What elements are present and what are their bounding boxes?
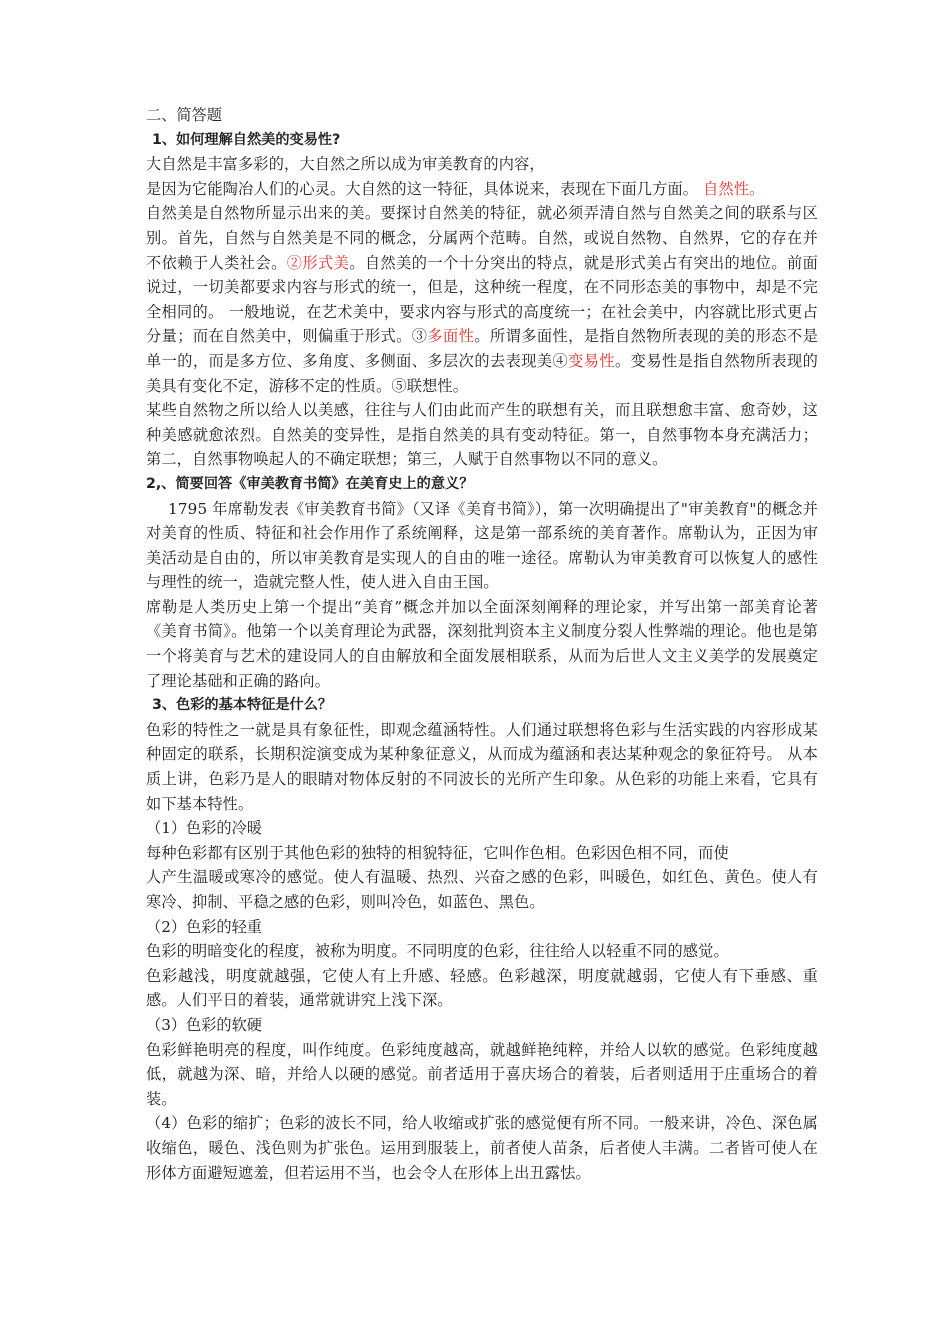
q1-p3-text-a: 自然美是自然物所显示出来的美。要探讨自然美的特征，就必须弄清自然与自然美之间的联系与区别。首先，自然与自然美是不同的概念，分属两个范畴。自然，或说自然物、自然界，它的存在并不依赖于人类社会。 [146, 204, 818, 272]
subsection-2-title: （2）色彩的轻重 [146, 917, 262, 936]
highlight-multifaceted: 多面性 [427, 327, 475, 346]
question-1-title: 1、如何理解自然美的变易性? [152, 131, 341, 148]
question-3-title: 3、色彩的基本特征是什么？ [152, 697, 333, 714]
q1-p3-text-e: 。所谓多面性，是指自然物所表现的美的形态不是单一的，而是多方位、多角度、多侧面、多层次的去表现美④ [146, 327, 818, 370]
s3-paragraph-1: 色彩鲜艳明亮的程度，叫作纯度。色彩纯度越高，就越鲜艳纯粹，并给人以软的感觉。色彩纯度越低，就越为深、暗，并给人以硬的感觉。前者适用于喜庆场合的着装，后者则适用于庄重场合的着装。 [146, 1040, 818, 1108]
q1-p2-text: 是因为它能陶冶人们的心灵。大自然的这一特征，具体说来，表现在下面几方面。 [146, 179, 699, 198]
subsection-3-title: （3）色彩的软硬 [146, 1015, 262, 1034]
highlight-changeability: 变易性 [568, 351, 616, 370]
q1-paragraph-2 [146, 177, 818, 202]
q1-p3-text-g: 。变易性是指自然物所表现的美具有变化不定，游移不定的性质。⑤联想性。 [146, 351, 818, 395]
highlight-form-beauty: ②形式美 [286, 253, 350, 272]
s1-paragraph-2: 人产生温暖或寒冷的感觉。使人有温暖、热烈、兴奋之感的色彩，叫暖色，如红色、黄色。使人有寒冷、抑制、平稳之感的色彩，则叫冷色，如蓝色、黑色。 [146, 868, 818, 911]
q3-paragraph-1: 色彩的特性之一就是具有象征性，即观念蕴涵特性。人们通过联想将色彩与生活实践的内容形成某种固定的联系，长期积淀演变成为某种象征意义，从而成为蕴涵和表达某种观念的象征符号。 从本质上讲，色彩乃是人的眼睛对物体反射的不同波长的光所产生印象。从色彩的功能上来看，它具有如下基本特性。 [146, 720, 818, 813]
s4-paragraph-1: （4）色彩的缩扩；色彩的波长不同，给人收缩或扩张的感觉便有所不同。一般来讲，冷色、深色属收缩色，暖色、浅色则为扩张色。运用到服装上，前者使人苗条，后者使人丰满。二者皆可使人在形体方面避短遮羞，但若运用不当，也会令人在形体上出丑露怯。 [146, 1114, 818, 1182]
s1-paragraph-1: 每种色彩都有区别于其他色彩的独特的相貌特征，它叫作色相。色彩因色相不同，而使 [146, 843, 729, 862]
q2-paragraph-1: 1795 年席勒发表《审美教育书简》（又译《美育书简》），第一次明确提出了"审美教育"的概念并对美育的性质、特征和社会作用作了系统阐释，这是第一部系统的美育著作。席勒认为，正因为审美活动是自由的，所以审美教育是实现人的自由的唯一途径。席勒认为审美教育可以恢复人的感性与理性的统一，造就完整人性，使人进入自由王国。 [146, 499, 818, 592]
q1-p3-text-c: 。自然美的一个十分突出的特点，就是形式美占有突出的地位。前面说过，一切美都要求内容与形式的统一，但是，这种统一程度，在不同形态美的事物中，却是不完全相同的。 一般地说，在艺术美中，要求内容与形式的高度统一；在社会美中，内容就比形式更占分量；而在自然美中，则偏重于形式。③ [146, 253, 818, 346]
q1-paragraph-4: 某些自然物之所以给人以美感，往往与人们由此而产生的联想有关，而且联想愈丰富、愈奇妙，这种美感就愈浓烈。自然美的变异性，是指自然美的具有变动特征。第一，自然事物本身充满活力；第二，自然事物唤起人的不确定联想；第三，人赋于自然事物以不同的意义。 [146, 401, 818, 469]
question-2-title: 2,、简要回答《审美教育书简》在美育史上的意义？ [146, 475, 474, 492]
subsection-1-title: （1）色彩的冷暖 [146, 819, 262, 838]
s2-paragraph-2: 色彩越浅，明度就越强，它使人有上升感、轻感。色彩越深，明度就越弱，它使人有下垂感、重感。人们平日的着装，通常就讲究上浅下深。 [146, 966, 818, 1010]
q2-paragraph-2: 席勒是人类历史上第一个提出“美育”概念并加以全面深刻阐释的理论家，并写出第一部美育论著《美育书简》。他第一个以美育理论为武器，深刻批判资本主义制度分裂人性弊端的理论。他也是第一个将美育与艺术的建设同人的自由解放和全面发展相联系，从而为后世人文主义美学的发展奠定了理论基础和正确的路向。 [146, 597, 818, 690]
q1-paragraph-3 [146, 201, 818, 398]
section-title: 二、简答题 [146, 106, 222, 124]
document-body [146, 103, 818, 1185]
s2-paragraph-1: 色彩的明暗变化的程度，被称为明度。不同明度的色彩，往往给人以轻重不同的感觉。 [146, 942, 729, 961]
highlight-naturalness: 自然性。 [703, 179, 765, 198]
q1-paragraph-1: 大自然是丰富多彩的，大自然之所以成为审美教育的内容， [146, 155, 545, 174]
